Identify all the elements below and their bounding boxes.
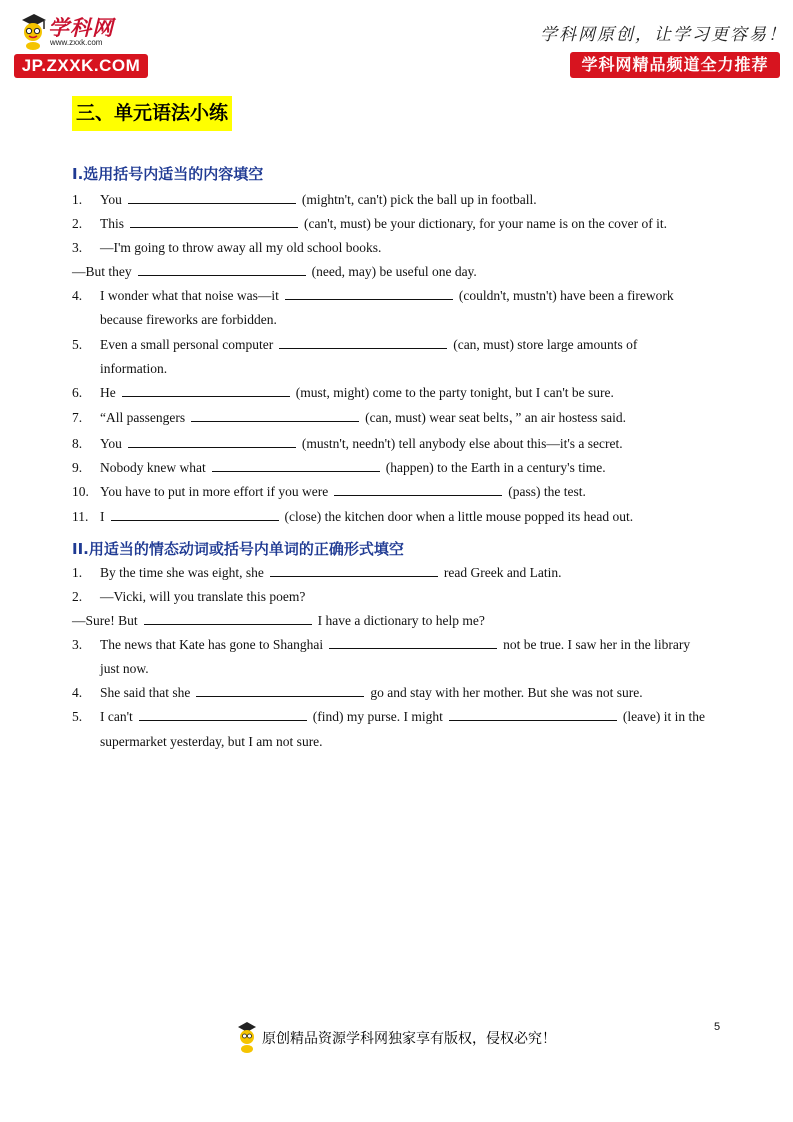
logo-url: www.zxxk.com <box>50 38 103 47</box>
site-badge[interactable]: JP.ZXXK.COM <box>14 54 148 78</box>
answer-blank[interactable] <box>144 612 312 625</box>
slogan: 学科网原创，让学习更容易！ <box>540 25 787 45</box>
exercise-line: 7. “All passengers (can, must) wear seat belts，” an air hostess said. <box>72 410 627 425</box>
answer-blank[interactable] <box>191 409 359 422</box>
answer-blank[interactable] <box>270 564 438 577</box>
exercise-line: 3. —I'm going to throw away all my old school books. <box>72 240 382 255</box>
exercise-line: 11. I (close) the kitchen door when a little mouse popped its head out. <box>72 509 634 524</box>
exercise-line: 9. Nobody knew what (happen) to the Earth in a century's time. <box>72 460 606 475</box>
exercise-line: just now. <box>100 661 149 676</box>
page-number: 5 <box>714 1021 721 1033</box>
exercise-line: supermarket yesterday, but I am not sure. <box>100 734 323 749</box>
answer-blank[interactable] <box>334 483 502 496</box>
part2-title: II.用适当的情态动词或括号内单词的正确形式填空 <box>72 540 404 558</box>
answer-blank[interactable] <box>329 636 497 649</box>
answer-blank[interactable] <box>285 287 453 300</box>
part1-title: I.选用括号内适当的内容填空 <box>72 165 264 183</box>
exercise-line: 8. You (mustn't, needn't) tell anybody else about this—it's a secret. <box>72 436 623 451</box>
exercise-line: 2. —Vicki, will you translate this poem? <box>72 589 306 604</box>
exercise-line: because fireworks are forbidden. <box>100 312 277 327</box>
answer-blank[interactable] <box>279 336 447 349</box>
answer-blank[interactable] <box>111 508 279 521</box>
answer-blank[interactable] <box>130 215 298 228</box>
section-title: 三、单元语法小练 <box>72 96 232 131</box>
answer-blank[interactable] <box>128 435 296 448</box>
exercise-line: —But they (need, may) be useful one day. <box>72 264 477 279</box>
exercise-line: 10. You have to put in more effort if you were (pass) the test. <box>72 484 586 499</box>
channel-banner: 学科网精品频道全力推荐 <box>570 52 780 78</box>
exercise-line: 6. He (must, might) come to the party tonight, but I can't be sure. <box>72 385 614 400</box>
mascot-icon <box>18 14 48 50</box>
logo-text: 学科网 <box>48 16 114 40</box>
exercise-line: —Sure! But I have a dictionary to help me? <box>72 613 485 628</box>
exercise-line: 5. I can't (find) my purse. I might (leave) it in the <box>72 709 705 724</box>
answer-blank[interactable] <box>449 708 617 721</box>
exercise-line: 1. You (mightn't, can't) pick the ball up in football. <box>72 192 537 207</box>
answer-blank[interactable] <box>212 459 380 472</box>
exercise-line: 1. By the time she was eight, she read Greek and Latin. <box>72 565 562 580</box>
answer-blank[interactable] <box>196 684 364 697</box>
copyright-notice: 原创精品资源学科网独家享有版权，侵权必究！ <box>262 1031 556 1047</box>
answer-blank[interactable] <box>128 191 296 204</box>
exercise-line: 2. This (can't, must) be your dictionary, for your name is on the cover of it. <box>72 216 667 231</box>
answer-blank[interactable] <box>122 384 290 397</box>
exercise-line: information. <box>100 361 168 376</box>
answer-blank[interactable] <box>138 263 306 276</box>
mascot-icon <box>236 1022 258 1054</box>
exercise-line: 3. The news that Kate has gone to Shanghai not be true. I saw her in the library <box>72 637 691 652</box>
exercise-line: 5. Even a small personal computer (can, must) store large amounts of <box>72 337 638 352</box>
answer-blank[interactable] <box>139 708 307 721</box>
exercise-line: 4. I wonder what that noise was—it (couldn't, mustn't) have been a firework <box>72 288 674 303</box>
exercise-line: 4. She said that she go and stay with her mother. But she was not sure. <box>72 685 643 700</box>
